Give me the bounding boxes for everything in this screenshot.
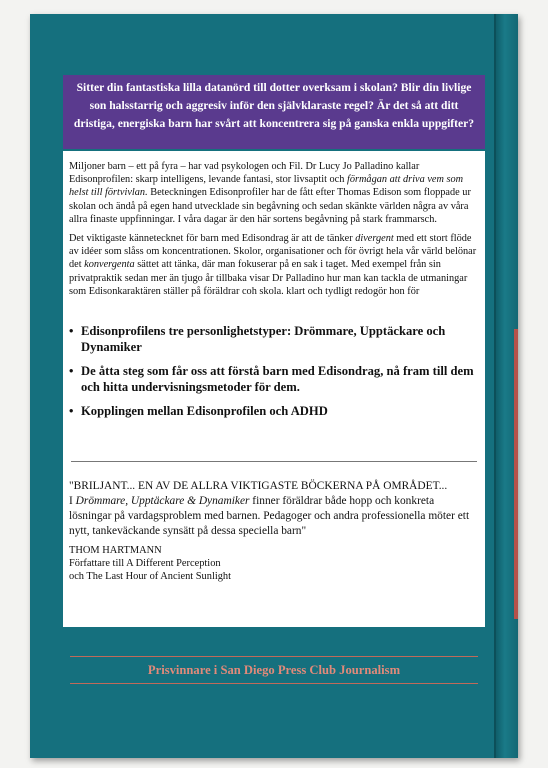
intro-p1-emphasis: förmågan att driva vem som helst till förtvivlan. — [69, 174, 464, 199]
intro-p2-emphasis-1: divergent — [355, 233, 394, 245]
teaser-box — [63, 75, 485, 149]
quote-body — [69, 494, 479, 539]
intro-p2-part-b: med ett stort flöde av idéer som slåss om koncentrationen. Skolor, organisationer och för övrigt hela vår värld belönar det — [69, 233, 477, 271]
author-credit-2: och The Last Hour of Ancient Sunlight — [69, 571, 231, 583]
teaser-text: Sitter din fantastiska lilla datanörd till dotter overksam i skolan? Blir din livlige son halsstarrig och aggresiv inför den självklaraste regel? Är det så att ditt dristiga, energiska barn har svårt att koncentrera sig på ganska enkla uppgifter? — [73, 81, 475, 130]
spine-red-strip — [514, 329, 518, 619]
quote-headline: "BRILJANT... EN AV DE ALLRA VIKTIGASTE BÖCKERNA PÅ OMRÅDET... — [69, 480, 448, 492]
intro-p2-part-c: sättet att tänka, där man fokuserar på en sak i taget. Med exempel från sin privatpraktik sedan mer än tjugo år tillbaka visar Dr Palladino hur man kan tackla de utmaningar som Edisonkaraktären ställer på föräldrar coh skola. klart och tydligt redogör hon för — [69, 259, 468, 297]
intro-p1-part-a: Miljoner barn – ett på fyra – har vad psykologen och Fil. Dr Lucy Jo Palladino kallar Edisonprofilen: skarp intelligens, levande fantasi, stor livsaptit och — [69, 161, 420, 186]
award-text: Prisvinnare i San Diego Press Club Journalism — [147, 663, 401, 677]
bullet-item: • De åtta steg som får oss att förstå barn med Edisondrag, nå fram till dem och hitta undervisningsmetoder för dem. — [69, 364, 479, 395]
description-panel — [63, 151, 485, 627]
quote-attribution — [69, 544, 479, 584]
intro-p2-part-a: Det viktigaste kännetecknet för barn med Edisondrag är att de tänker — [69, 233, 356, 245]
bullet-item: • Edisonprofilens tre personlighetstyper: Drömmare, Upptäckare och Dynamiker — [69, 324, 479, 355]
intro-paragraph-1 — [69, 160, 479, 226]
quote-book-title: Drömmare, Upptäckare & Dynamiker — [75, 495, 250, 507]
book-back-cover — [30, 14, 518, 758]
quote-body-part-b: finner föräldrar både hopp och konkreta lösningar på vardagsproblem med barnen. Pedagoger och andra professionella möter ett nytt, tankeväckande synsätt på dessa speciella barn" — [69, 495, 470, 537]
feature-bullet-list — [69, 324, 479, 420]
bullet-item: • Kopplingen mellan Edisonprofilen och ADHD — [69, 404, 479, 420]
review-quote — [69, 479, 479, 584]
divider — [71, 461, 477, 462]
intro-p2-emphasis-2: konvergenta — [84, 259, 135, 271]
author-name: THOM HARTMANN — [69, 545, 162, 556]
award-banner — [70, 656, 478, 684]
quote-body-part-a: I — [69, 495, 76, 507]
intro-paragraph-2 — [69, 232, 479, 298]
author-credit-1: Författare till A Different Perception — [69, 558, 221, 570]
intro-p1-part-b: Beteckningen Edisonprofiler har de fått efter Thomas Edison som floppade ur skolan och ändå på egen hand utvecklade sin begåvning och sedan skänkte världen några av våra allra finaste uppfinningar. I våra dagar är den här sortens begåvning på stark frammarsch. — [69, 187, 471, 225]
